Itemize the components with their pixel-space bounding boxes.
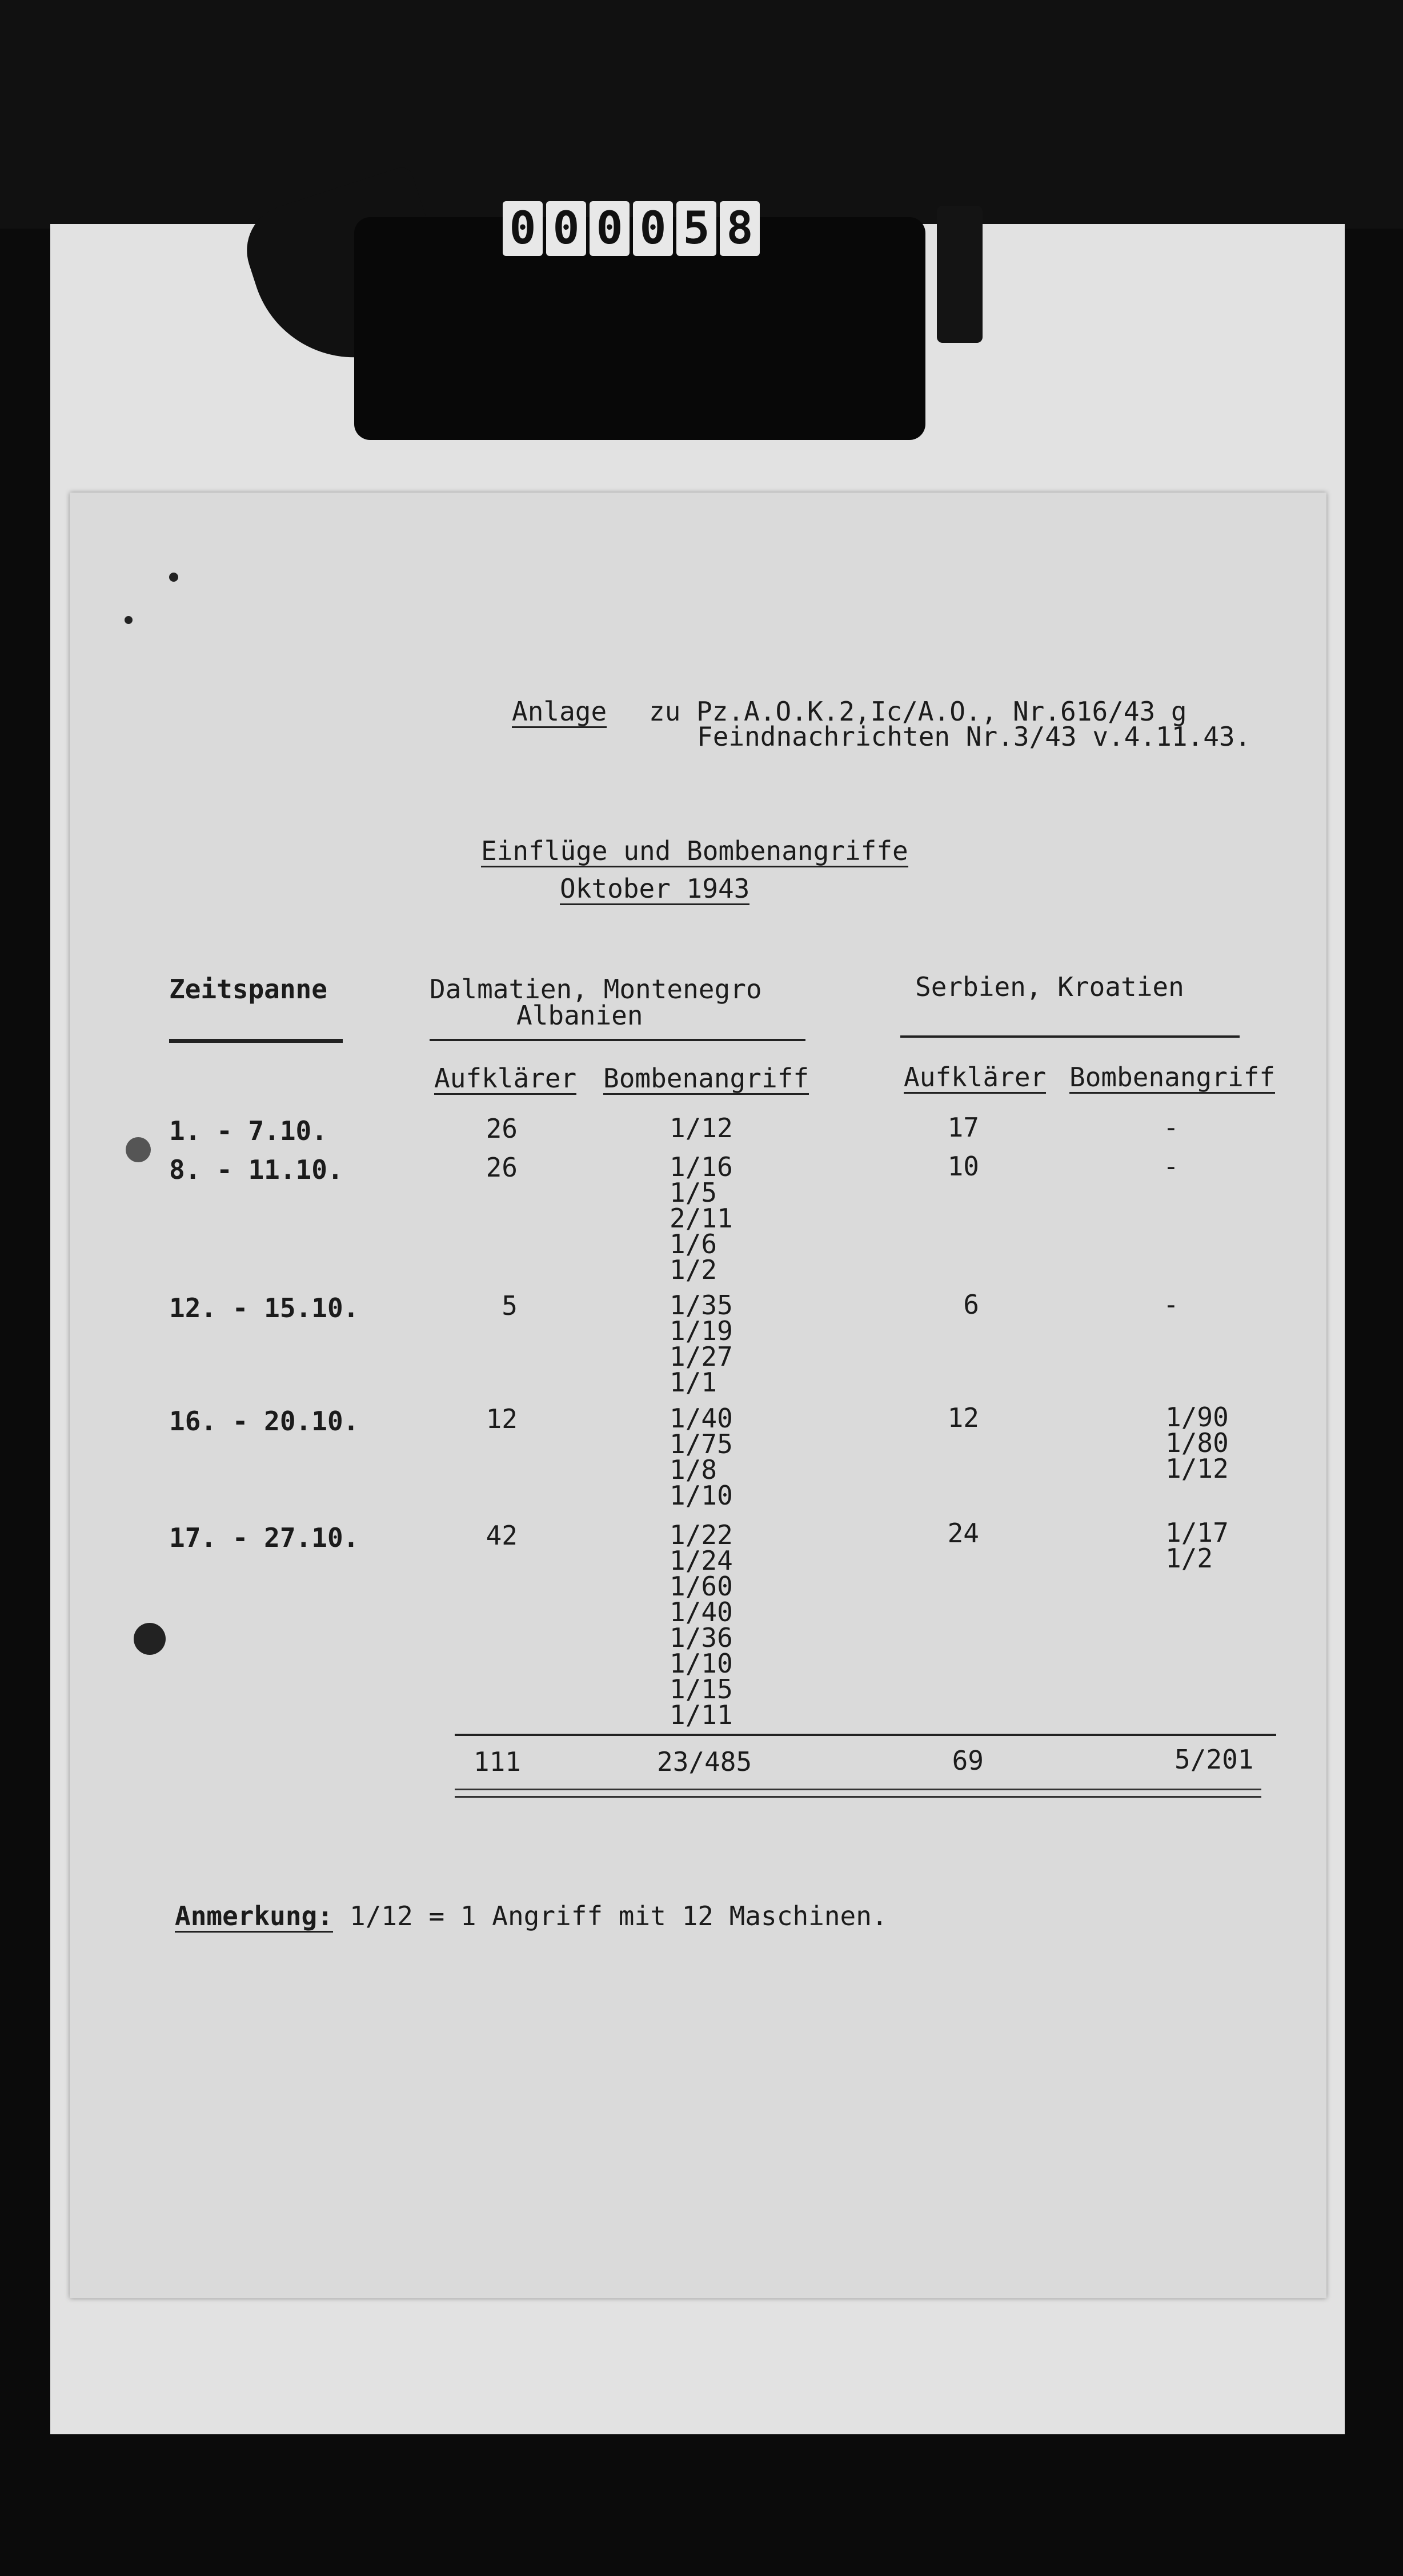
reference-line-1: zu Pz.A.O.K.2,Ic/A.O., Nr.616/43 g (649, 696, 1187, 727)
row-aufklaerer-2: 6 (963, 1289, 979, 1320)
punch-hole-mark (126, 1137, 151, 1162)
counter-digit: 5 (676, 201, 716, 256)
note-label: Anmerkung: (175, 1901, 333, 1931)
row-bomben-2: - (1163, 1112, 1179, 1143)
paper-mark (169, 573, 178, 582)
col-rule (169, 1039, 343, 1043)
total-aufklaerer-1: 111 (473, 1746, 521, 1777)
total-bomben-2: 5/201 (1174, 1744, 1254, 1775)
row-bomben-1: 1/16 1/5 2/11 1/6 1/2 (670, 1151, 733, 1285)
row-aufklaerer-2: 17 (947, 1112, 979, 1143)
region-header-1: Dalmatien, Montenegro (430, 974, 762, 1005)
sub-header-bomben-1: Bombenangriff (603, 1063, 809, 1094)
row-bomben-1: 1/40 1/75 1/8 1/10 (670, 1403, 733, 1511)
document-subtitle: Oktober 1943 (560, 873, 750, 904)
punch-hole-mark (134, 1623, 166, 1655)
sub-header-aufklaerer-1: Aufklärer (434, 1063, 577, 1094)
row-aufklaerer-1: 5 (502, 1290, 518, 1321)
region-header-2: Serbien, Kroatien (915, 971, 1184, 1002)
row-bomben-2: 1/17 1/2 (1165, 1517, 1229, 1574)
row-bomben-2: - (1163, 1289, 1179, 1320)
sub-header-aufklaerer-2: Aufklärer (904, 1062, 1047, 1093)
counter-digit: 0 (503, 201, 543, 256)
row-aufklaerer-1: 26 (486, 1152, 518, 1183)
row-bomben-1: 1/35 1/19 1/27 1/1 (670, 1290, 733, 1398)
totals-rule (455, 1734, 1276, 1736)
row-aufklaerer-1: 12 (486, 1403, 518, 1434)
counter-digit: 0 (546, 201, 586, 256)
row-bomben-2: - (1163, 1151, 1179, 1182)
region-rule-2 (900, 1035, 1240, 1038)
row-period: 16. - 20.10. (169, 1406, 359, 1437)
frame-counter (503, 200, 760, 257)
row-aufklaerer-2: 10 (947, 1151, 979, 1182)
counter-digit: 8 (720, 201, 760, 256)
row-period: 1. - 7.10. (169, 1115, 327, 1146)
clamp-knob (937, 206, 983, 343)
total-aufklaerer-2: 69 (952, 1745, 984, 1776)
row-aufklaerer-1: 42 (486, 1520, 518, 1551)
row-aufklaerer-2: 24 (947, 1518, 979, 1549)
note-text: 1/12 = 1 Angriff mit 12 Maschinen. (350, 1901, 888, 1931)
document-title: Einflüge und Bombenangriffe (481, 835, 908, 866)
counter-digit: 0 (590, 201, 630, 256)
counter-digit: 0 (633, 201, 673, 256)
row-period: 8. - 11.10. (169, 1154, 343, 1185)
anlage-label: Anlage (512, 696, 607, 727)
sub-header-bomben-2: Bombenangriff (1069, 1062, 1276, 1093)
row-period: 12. - 15.10. (169, 1293, 359, 1323)
paper-mark (125, 616, 133, 624)
row-bomben-1: 1/22 1/24 1/60 1/40 1/36 1/10 1/15 1/11 (670, 1519, 733, 1730)
row-bomben-2: 1/90 1/80 1/12 (1165, 1402, 1229, 1484)
film-frame (0, 0, 1403, 229)
double-underline (455, 1789, 1261, 1798)
col-header-zeitspanne: Zeitspanne (169, 974, 327, 1005)
row-aufklaerer-2: 12 (947, 1402, 979, 1433)
row-aufklaerer-1: 26 (486, 1113, 518, 1144)
total-bomben-1: 23/485 (657, 1746, 752, 1777)
row-period: 17. - 27.10. (169, 1522, 359, 1553)
row-bomben-1: 1/12 (670, 1113, 733, 1143)
region-header-1-line-2: Albanien (516, 1000, 643, 1031)
region-rule-1 (430, 1039, 805, 1041)
reference-line-2: Feindnachrichten Nr.3/43 v.4.11.43. (697, 721, 1251, 752)
